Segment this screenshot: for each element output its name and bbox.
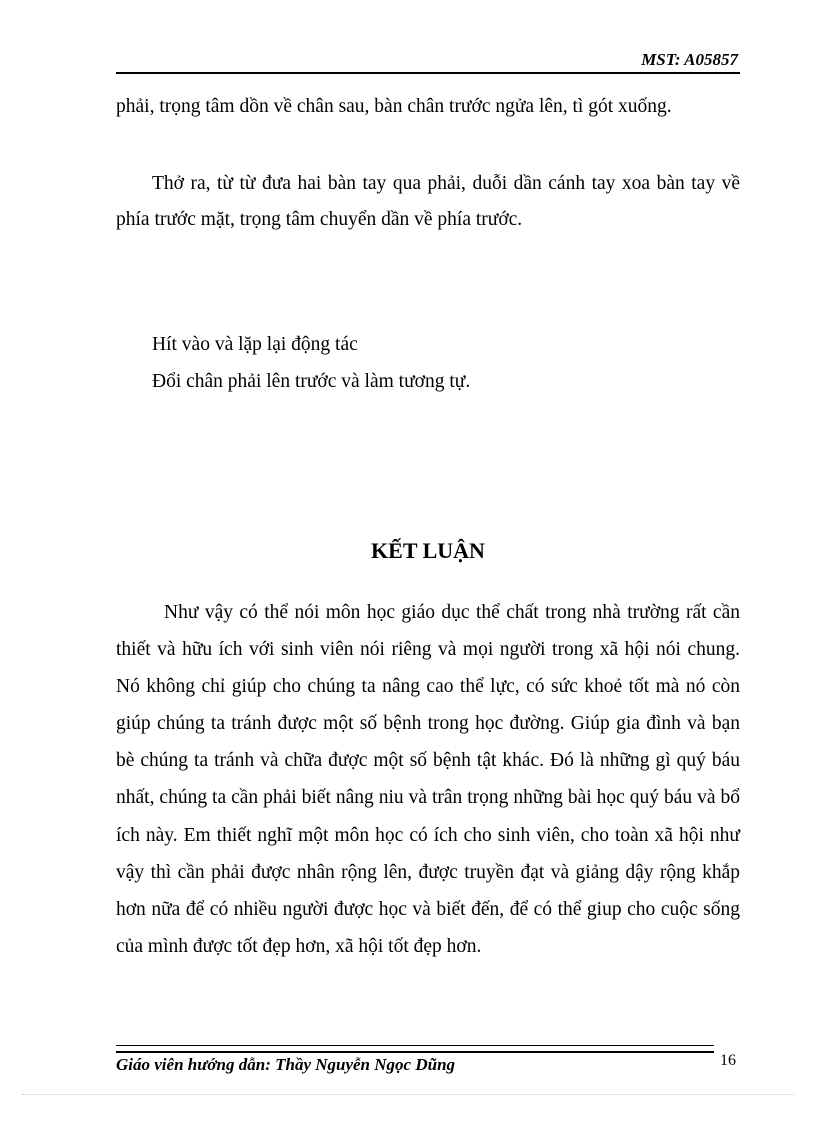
- intro-paragraph: phải, trọng tâm dồn về chân sau, bàn chân trước ngửa lên, tì gót xuống.: [116, 96, 672, 117]
- page-number: 16: [720, 1052, 736, 1069]
- intro-paragraph: Đổi chân phải lên trước và làm tương tự.: [152, 371, 471, 392]
- page-bottom-border: [22, 1094, 794, 1095]
- document-code: MST: A05857: [641, 50, 738, 69]
- conclusion-paragraph: Như vậy có thể nói môn học giáo dục thể chất trong nhà trường rất cần thiết và hữu ích với sinh viên nói riêng và mọi người trong xã hội nói chung. Nó không chỉ giúp cho chúng ta nâng cao thể lực, có sức khoẻ tốt mà nó còn giúp chúng ta tránh được một số bệnh trong học đường. Giúp gia đình và bạn bè chúng ta tránh và chữa được một số bệnh tật khác. Đó là những gì quý báu nhất, chúng ta cần phải biết nâng niu và trân trọng những bài học quý báu và bổ ích này. Em thiết nghĩ một môn học có ích cho sinh viên, cho toàn xã hội như vậy thì cần phải được nhân rộng lên, được truyền đạt và giảng dậy rộng khắp hơn nữa để có nhiều người được học và biết đến, để có thể giup cho cuộc sống của mình được tốt đẹp hơn, xã hội tốt đẹp hơn.: [116, 602, 740, 957]
- footer-divider: [116, 1045, 714, 1053]
- intro-section: [116, 89, 740, 392]
- intro-paragraph: Hít vào và lặp lại động tác: [152, 334, 358, 355]
- footer-teacher: Giáo viên hướng dẫn: Thầy Nguyễn Ngọc Dũng: [116, 1055, 456, 1074]
- page-header: [116, 50, 740, 74]
- intro-paragraph: Thở ra, từ từ đưa hai bàn tay qua phải, duỗi dần cánh tay xoa bàn tay về phía trước mặt, trọng tâm chuyển dần về phía trước.: [116, 173, 740, 230]
- section-heading: KẾT LUẬN: [371, 538, 485, 563]
